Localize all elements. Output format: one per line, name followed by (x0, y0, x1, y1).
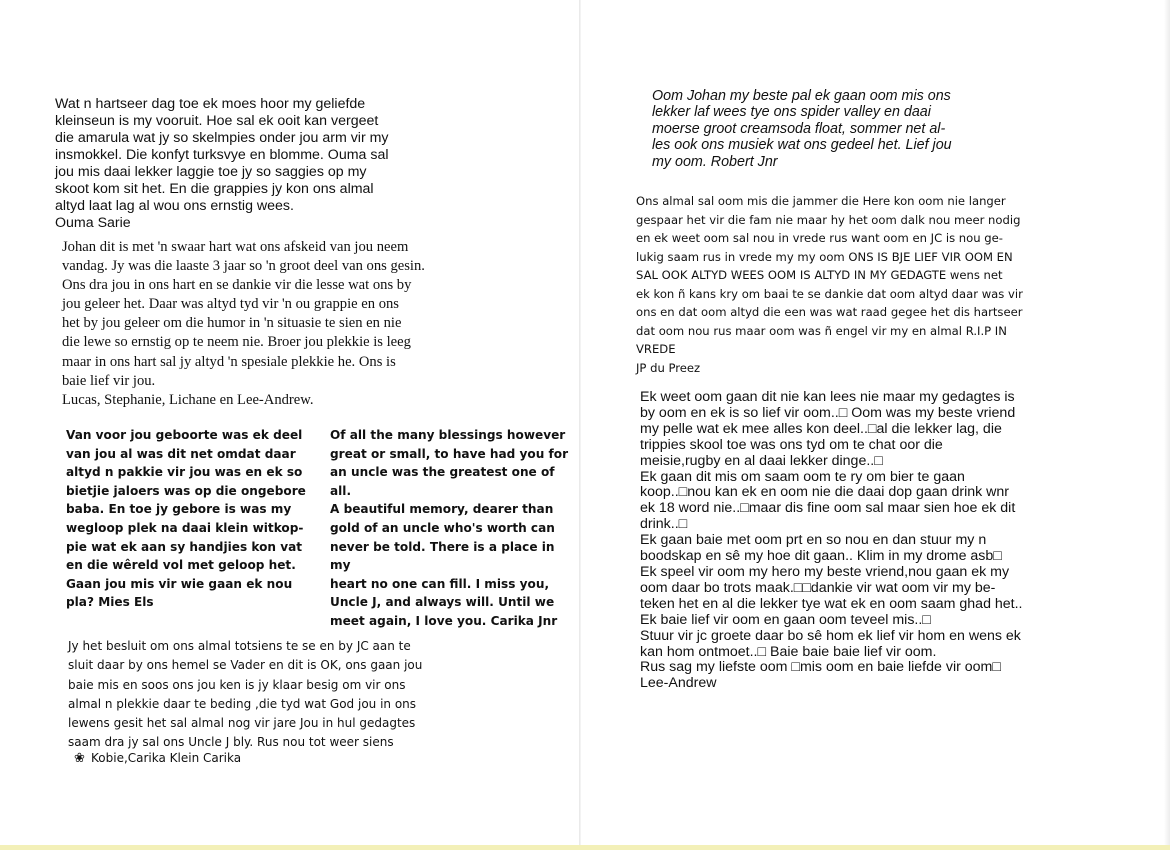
scan-bottom-edge (0, 845, 1170, 850)
ouma-sarie-tribute: Wat n hartseer dag toe ek moes hoor my geliefde kleinseun is my vooruit. Hoe sal ek ooit kan vergeet die amarula wat jy so skelmpies onder jou arm vir my insmokkel. Die konfyt turksvye en blomme. Ouma sal jou mis daai lekker laggie toe jy so saggies op my skoot kom sit het. En die grappies jy kon ons almal altyd laat lag al wou ons ernstig wees. Ouma Sarie (55, 96, 389, 231)
family-tribute: Johan dit is met 'n swaar hart wat ons afskeid van jou neem vandag. Jy was die laaste 3 jaar so 'n groot deel van ons gesin. Ons dra jou in ons hart en se dankie vir die lesse wat ons by jou geleer het. Daar was altyd tyd vir 'n ou grappie en ons het by jou geleer om die humor in 'n situasie te sien en nie die lewe so ernstig op te neem nie. Broer jou plekkie is leeg maar in ons hart sal jy altyd 'n spesiale plekkie he. Ons is baie lief vir jou. Lucas, Stephanie, Lichane en Lee-Andrew. (62, 239, 425, 408)
flower-icon: ❀ (74, 751, 85, 766)
kobie-signature-line (72, 749, 332, 768)
jp-du-preez-tribute: Ons almal sal oom mis die jammer die Here kon oom nie langer gespaar het vir die fam nie maar hy het oom dalk nou meer nodig en ek weet oom sal nou in vrede rus want oom en JC is nou ge- lukig saam rus in vrede my my oom ONS IS BJE LIEF VIR OOM EN SAL OOK ALTYD WEES OOM IS ALTYD IN MY GEDAGTE wens net ek kon ñ kans kry om baai te se dankie dat oom altyd daar was vir ons en dat oom altyd die een was wat raad gegee het dis hartseer dat oom nou rus maar oom was ñ engel vir my en almal R.I.P IN VREDE JP du Preez (636, 194, 1023, 375)
mies-els-tribute: Van voor jou geboorte was ek deel van jou al was dit net omdat daar altyd n pakkie vir jou was en ek so bietjie jaloers was op die ongebore baba. En toe jy gebore is was my wegloop plek na daai klein witkop- pie wat ek aan sy handjies kon vat en die wêreld vol met geloop het. Gaan jou mis vir wie gaan ek nou pla? Mies Els (66, 428, 306, 610)
left-page (0, 0, 580, 850)
lee-andrew-tribute: Ek weet oom gaan dit nie kan lees nie maar my gedagtes is by oom en ek is so lief vir oom..□ Oom was my beste vriend my pelle wat ek mee alles kon deel..□al die lekker lag, die trippies skool toe was ons tyd om te chat oor die meisie,rugby en al daai lekker dinge..□ Ek gaan dit mis om saam oom te ry om bier te gaan koop..□nou kan ek en oom nie die daai dop gaan drink wnr ek 18 word nie..□maar dis fine oom sal maar sien hoe ek dit drink..□ Ek gaan baie met oom prt en so nou en dan stuur my n boodskap en sê my hoe dit gaan.. Klim in my drome asb□ Ek speel vir oom my hero my beste vriend,nou gaan ek my oom daar bo trots maak.□□dankie vir wat oom vir my be- teken het en al die lekker tye wat ek en oom saam ghad het.. Ek baie lief vir oom en gaan oom teveel mis..□ Stuur vir jc groete daar bo sê hom ek lief vir hom en wens ek kan hom ontmoet..□ Baie baie baie lief vir oom. Rus sag my liefste oom □mis oom en baie liefde vir oom□ Lee-Andrew (640, 389, 1023, 692)
robert-jnr-tribute: Oom Johan my beste pal ek gaan oom mis ons lekker laf wees tye ons spider valley en daai moerse groot creamsoda float, sommer net al- les ook ons musiek wat ons gedeel het. Lief jou my oom. Robert Jnr (652, 88, 952, 170)
kobie-signature: Kobie,Carika Klein Carika (91, 751, 242, 765)
kobie-tribute: Jy het besluit om ons almal totsiens te se en by JC aan te sluit daar by ons hemel se Vader en dit is OK, ons gaan jou baie mis en soos ons jou ken is jy klaar besig om vir ons almal n plekkie daar te beding ,die tyd wat God jou in ons lewens gesit het sal almal nog vir jare Jou in hul gedagtes saam dra jy sal ons Uncle J bly. Rus nou tot weer siens (68, 639, 423, 750)
carika-jnr-tribute: Of all the many blessings however great or small, to have had you for an uncle was the greatest one of all. A beautiful memory, dearer than gold of an uncle who's worth can never be told. There is a place in my heart no one can fill. I miss you, Uncle J, and always will. Until we meet again, I love you. Carika Jnr (330, 428, 569, 628)
paper-edge (1164, 0, 1170, 850)
